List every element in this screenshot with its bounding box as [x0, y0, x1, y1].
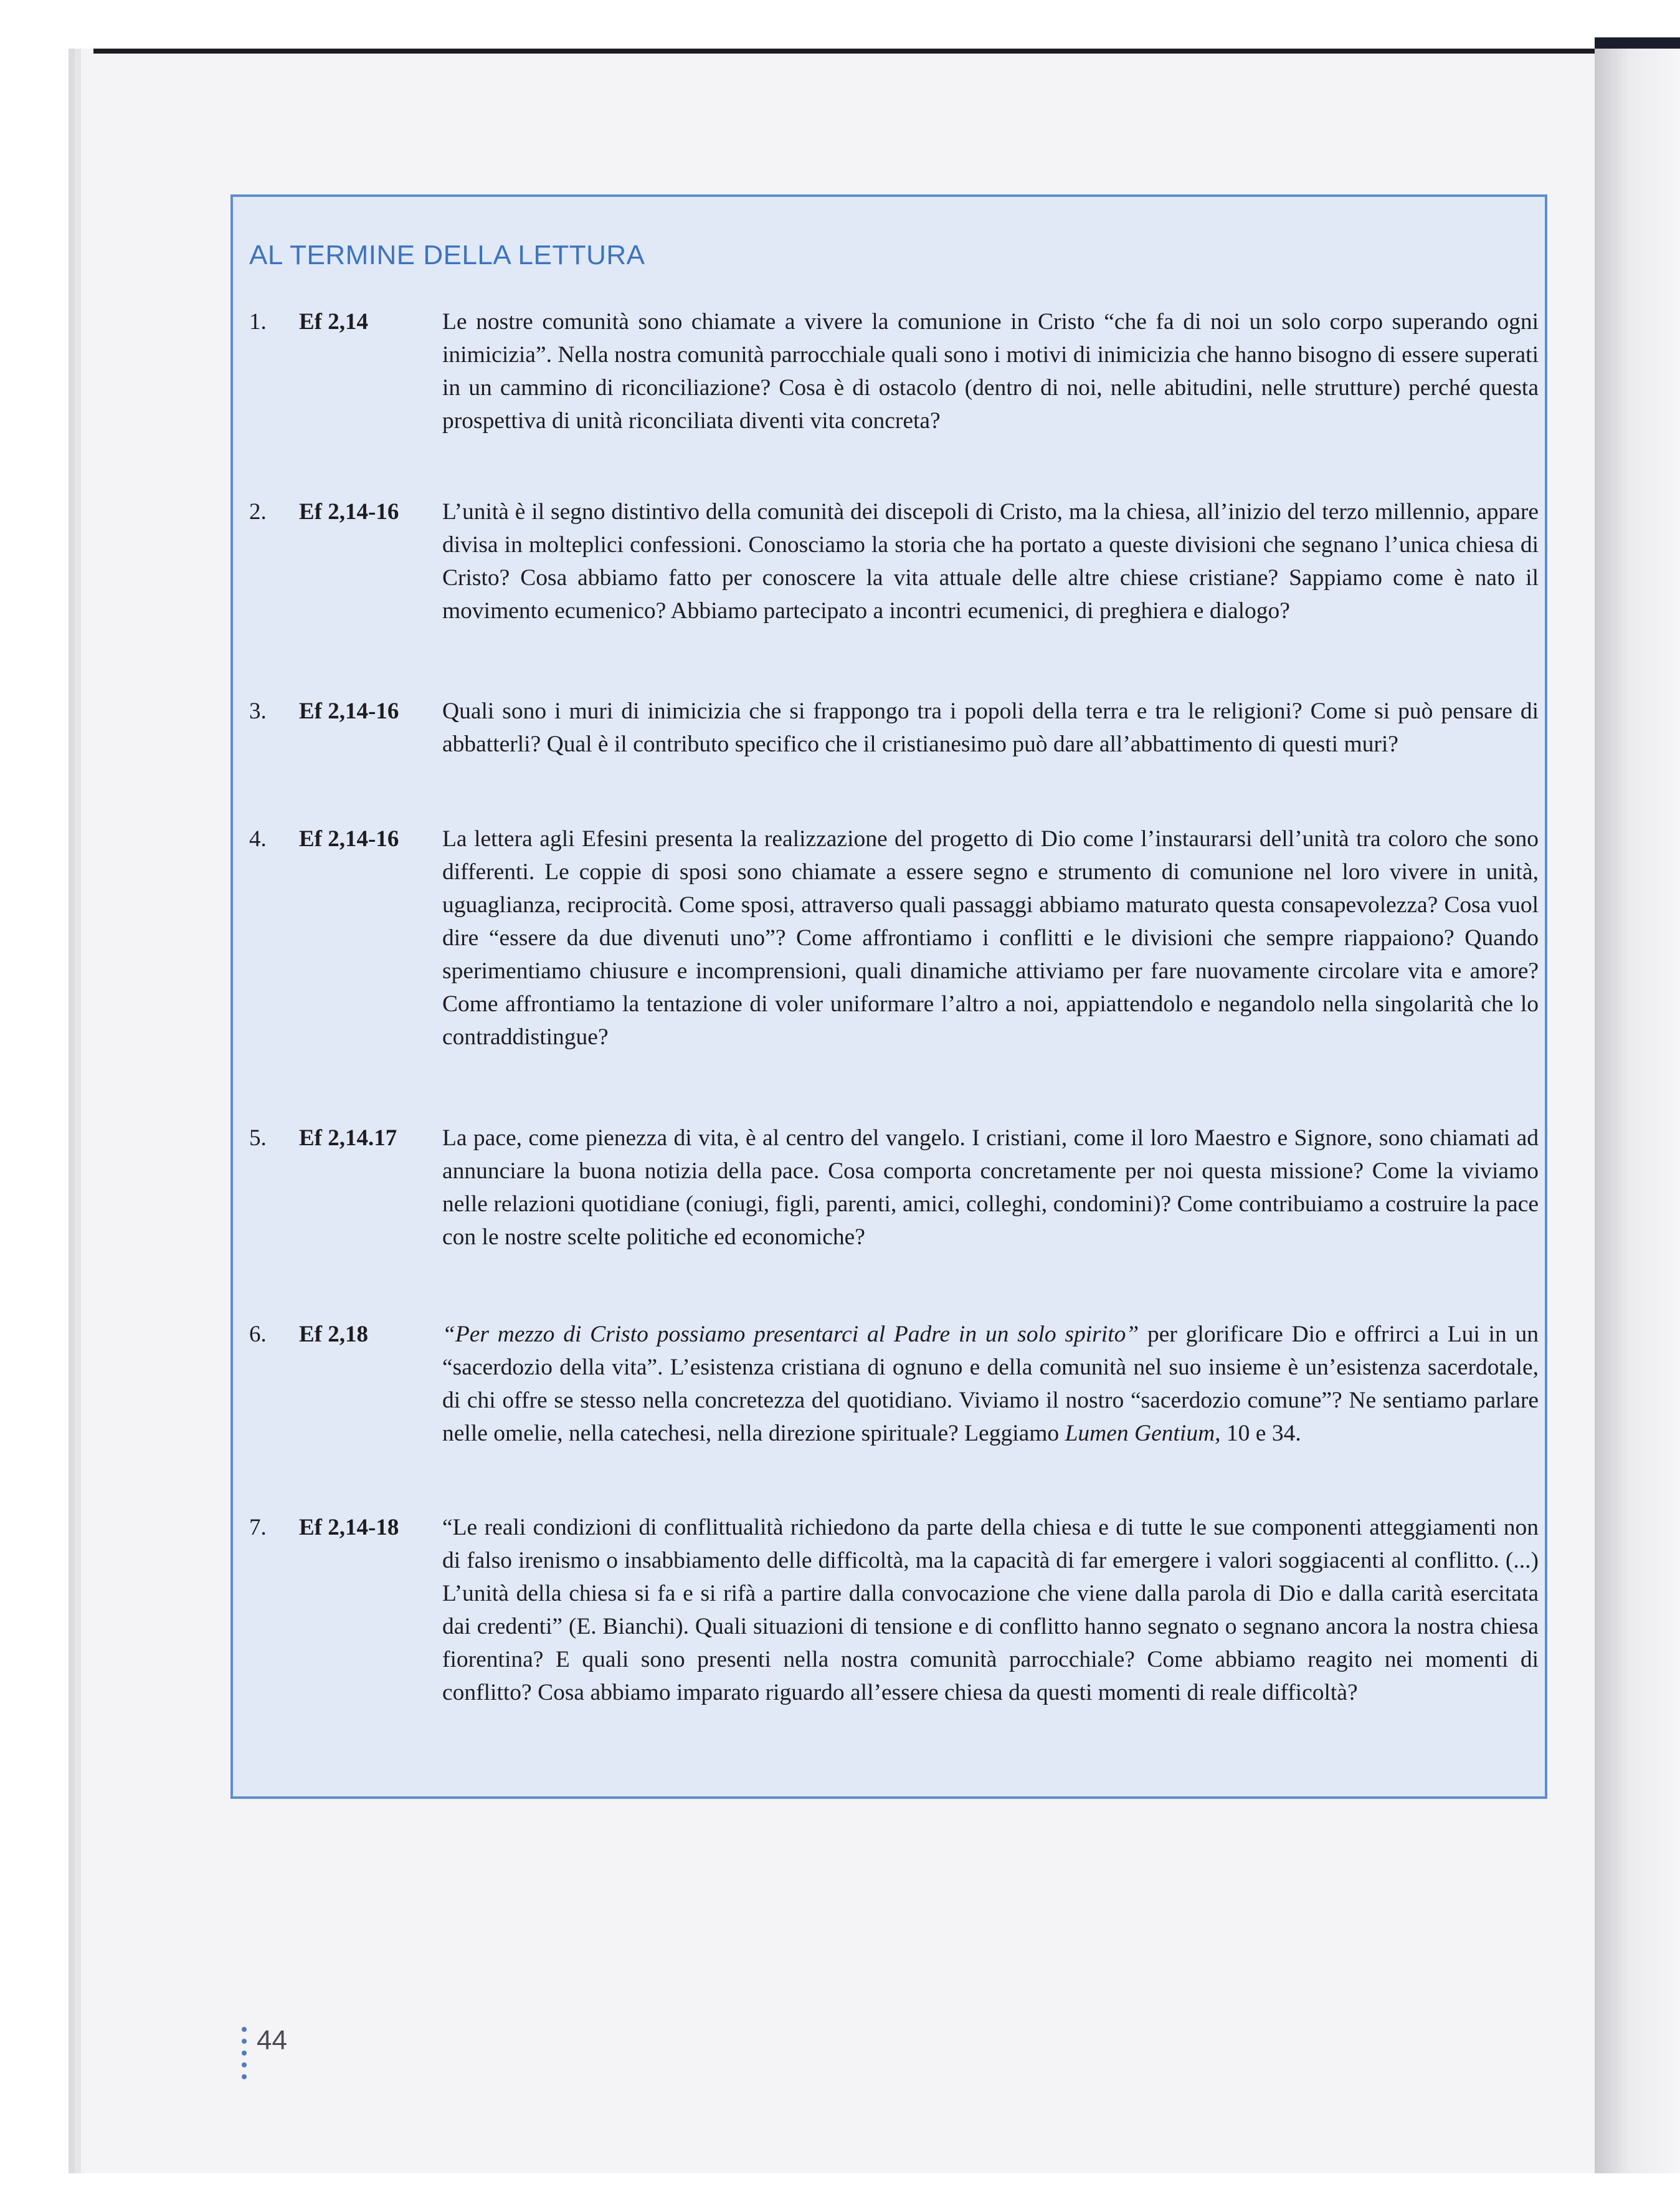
question-number: 7. — [249, 1515, 267, 1540]
scripture-reference: Ef 2,18 — [299, 1322, 368, 1347]
box-title: AL TERMINE DELLA LETTURA — [249, 240, 645, 270]
question-text: Le nostre comunità sono chiamate a vivere la comunione in Cristo “che fa di noi un solo corpo superando ogni inimicizia”. Nella nostra comunità parrocchiale quali sono i motivi di inimicizia che hanno bisogno di essere superati in un cammino di riconciliazione? Cosa è di ostacolo (dentro di noi, nelle abitudini, nelle strutture) perché questa prospettiva di unità riconciliata diventi vita concreta? — [442, 309, 1539, 434]
question-number: 5. — [249, 1125, 267, 1151]
question-text: La pace, come pienezza di vita, è al centro del vangelo. I cristiani, come il loro Maestro e Signore, sono chiamati ad annunciare la buona notizia della pace. Cosa comporta concretamente per noi questa missione? Come la viviamo nelle relazioni quotidiane (coniugi, figli, parenti, amici, colleghi, condomini)? Come contribuiamo a costruire la pace con le nostre scelte politiche ed economiche? — [442, 1125, 1539, 1250]
scripture-reference: Ef 2,14-16 — [299, 698, 399, 724]
page-top-edge — [93, 49, 1595, 54]
question-number: 2. — [249, 499, 267, 525]
scripture-reference: Ef 2,14 — [299, 309, 368, 335]
scripture-reference: Ef 2,14-16 — [299, 826, 399, 852]
cited-work-title: Lumen Gentium, — [1065, 1421, 1221, 1446]
scripture-reference: Ef 2,14-16 — [299, 499, 399, 525]
page-number: 44 — [257, 2025, 287, 2056]
question-text: La lettera agli Efesini presenta la realizzazione del progetto di Dio come l’instaurarsi dell’unità tra coloro che sono differenti. Le coppie di sposi sono chiamate a essere segno e strumento di comunione nel loro vivere in unità, uguaglianza, reciprocità. Come sposi, attraverso quali passaggi abbiamo maturato questa consapevolezza? Cosa vuol dire “essere da due divenuti uno”? Come affrontiamo i conflitti e le divisioni che sempre riappaiono? Quando sperimentiamo chiusure e incomprensioni, quali dinamiche attiviamo per fare nuovamente circolare vita e amore? Come affrontiamo la tentazione di voler uniformare l’altro a noi, appiattendolo e negandolo nella singolarità che lo contraddistingue? — [442, 826, 1539, 1050]
question-number: 4. — [249, 826, 267, 852]
scripture-quote: “Per mezzo di Cristo possiamo presentarci al Padre in un solo spirito” — [442, 1322, 1139, 1347]
question-text: Quali sono i muri di inimicizia che si frappongo tra i popoli della terra e tra le religioni? Come si può pensare di abbatterli? Qual è il contributo specifico che il cristianesimo può dare all’abbattimento di questi muri? — [442, 698, 1539, 757]
question-number: 6. — [249, 1322, 267, 1347]
question-number: 3. — [249, 698, 267, 724]
question-text: L’unità è il segno distintivo della comunità dei discepoli di Cristo, ma la chiesa, all’inizio del terzo millennio, appare divisa in molteplici confessioni. Conosciamo la storia che ha portato a queste divisioni che segnano l’unica chiesa di Cristo? Cosa abbiamo fatto per conoscere la vita attuale delle altre chiese cristiane? Sappiamo come è nato il movimento ecumenico? Abbiamo partecipato a incontri ecumenici, di preghiera e dialogo? — [442, 499, 1539, 624]
folio-dots-ornament — [242, 2027, 248, 2086]
question-text-part: per glorificare Dio e offrirci a Lui in un “sacerdozio della vita”. L’esistenza cristiana di ognuno e della comunità nel suo insieme è un’esistenza sacerdotale, di chi offre se stesso nella concretezza del quotidiano. Viviamo il nostro “sacerdozio comune”? Ne sentiamo parlare nelle omelie, nella catechesi, nella direzione spirituale? Leggiamo — [442, 1322, 1539, 1446]
scripture-reference: Ef 2,14.17 — [299, 1125, 397, 1151]
question-text: “Le reali condizioni di conflittualità richiedono da parte della chiesa e di tutte le sue componenti atteggiamenti non di falso irenismo o insabbiamento delle difficoltà, ma la capacità di far emergere i valori soggiacenti al conflitto. (...) L’unità della chiesa si fa e si rifà a partire dalla convocazione che viene dalla parola di Dio e dalla carità esercitata dai credenti” (E. Bianchi). Quali situazioni di tensione e di conflitto hanno segnato o segnano ancora la nostra chiesa fiorentina? E quali sono presenti nella nostra comunità parrocchiale? Come abbiamo reagito nei momenti di conflitto? Cosa abbiamo imparato riguardo all’essere chiesa da questi momenti di reale difficoltà? — [442, 1515, 1539, 1705]
question-text-part: 10 e 34. — [1220, 1421, 1301, 1446]
question-text — [442, 1318, 1539, 1450]
scripture-reference: Ef 2,14-18 — [299, 1515, 399, 1540]
page-gutter-shadow — [1595, 49, 1680, 2173]
question-number: 1. — [249, 309, 267, 335]
